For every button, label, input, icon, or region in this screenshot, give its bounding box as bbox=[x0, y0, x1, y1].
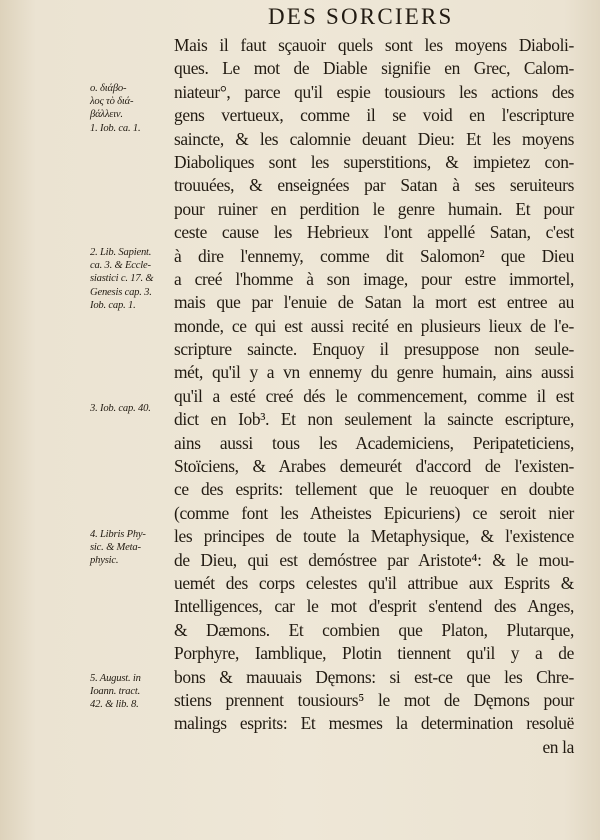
text-line: Porphyre, Iamblique, Plotin tiennent qu'il y a de bbox=[174, 643, 574, 664]
text-line: a creé l'homme à son image, pour estre immortel, bbox=[174, 268, 574, 289]
text-line: malings esprits: Et mesmes la determination resoluë bbox=[174, 713, 574, 734]
margin-note-5: 5. August. in Ioann. tract. 42. & lib. 8. bbox=[90, 673, 141, 711]
text-line: Intelligences, car le mot d'esprit s'entend des Anges, bbox=[174, 596, 574, 617]
margin-note-3: 3. Iob. cap. 40. bbox=[90, 403, 151, 414]
text-line: Diaboliques sont les superstitions, & impietez con- bbox=[174, 151, 574, 172]
text-line: les principes de toute la Metaphysique, & l'existence bbox=[174, 526, 574, 547]
text-line: ceste cause les Hebrieux l'ont appellé Satan, c'est bbox=[174, 222, 574, 243]
running-head: DES SORCIERS bbox=[268, 4, 454, 29]
text-line: Stoïciens, & Arabes demeurét d'accord de l'existen- bbox=[174, 456, 574, 477]
text-line: Mais il faut sçauoir quels sont les moyens Diaboli- bbox=[174, 35, 574, 55]
text-line: trouuées, & enseignées par Satan à ses seruiteurs bbox=[174, 175, 574, 196]
text-line: saincte, & les calomnie deuant Dieu: Et les moyens bbox=[174, 128, 574, 149]
margin-note-1: o. διάβο- λος τὸ διά- βάλλειν. 1. Iob. ca. 1. bbox=[90, 83, 141, 134]
text-line: à dire l'ennemy, comme dit Salomon² que Dieu bbox=[174, 245, 574, 266]
text-line: gens vertueux, comme il se void en l'escripture bbox=[174, 105, 574, 126]
text-line: niateur°, parce qu'il espie tousiours les actions des bbox=[174, 81, 574, 102]
text-line: (comme font les Atheistes Epicuriens) ce seroit nier bbox=[174, 502, 574, 523]
text-line: monde, ce qui est aussi recité en plusieurs lieux de l'e- bbox=[174, 315, 574, 336]
text-line: dict en Iob³. Et non seulement la saincte escripture, bbox=[174, 409, 574, 430]
margin-note-4: 4. Libris Phy- sic. & Meta- physic. bbox=[90, 529, 146, 567]
text-line: de Dieu, qui est demóstree par Aristote⁴: & le mou- bbox=[174, 549, 574, 570]
text-line: mais que par l'enuie de Satan la mort est entree au bbox=[174, 292, 574, 313]
text-line: & Dæmons. Et combien que Platon, Plutarque, bbox=[174, 619, 574, 640]
text-line: ains aussi tous les Academiciens, Peripateticiens, bbox=[174, 432, 574, 453]
text-line: pour ruiner en perdition le genre humain. Et pour bbox=[174, 198, 574, 219]
text-line: uemét des corps celestes qu'il attribue aux Esprits & bbox=[174, 572, 574, 593]
margin-note-2: 2. Lib. Sapient. ca. 3. & Eccle- siastici c. 17. & Genesis cap. 3. Iob. cap. 1. bbox=[90, 247, 154, 311]
main-text-block bbox=[174, 34, 574, 759]
text-line: mét, qu'il y a vn ennemy du genre humain, ains aussi bbox=[174, 362, 574, 383]
text-line: ce des esprits: tellement que le reuoquer en doubte bbox=[174, 479, 574, 500]
text-line: bons & mauuais Dęmons: si est-ce que les Chre- bbox=[174, 666, 574, 687]
text-line: scripture saincte. Enquoy il presuppose non seule- bbox=[174, 339, 574, 360]
text-line: ques. Le mot de Diable signifie en Grec, Calom- bbox=[174, 58, 574, 79]
catchword-line: en la bbox=[542, 736, 574, 757]
text-line: stiens prennent tousiours⁵ le mot de Dęmons pour bbox=[174, 689, 574, 710]
text-line: qu'il a esté creé dés le commencement, comme il est bbox=[174, 385, 574, 406]
